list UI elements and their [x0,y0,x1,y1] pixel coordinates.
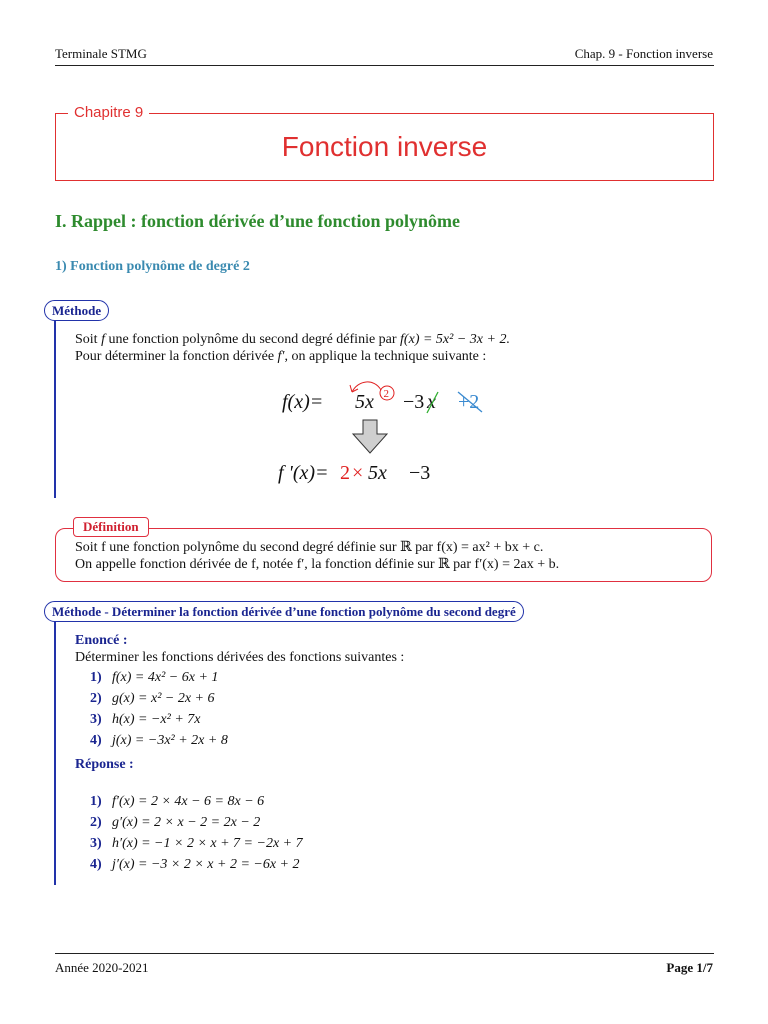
methode2-label: Méthode - Déterminer la fonction dérivée d’une fonction polynôme du second degré [44,601,524,622]
diagram-deriv-const: −3 [409,462,431,484]
question-item: 1) f(x) = 4x² − 6x + 1 [90,670,219,685]
down-arrow [353,420,387,453]
footer-rule [55,953,714,954]
header-rule [55,65,714,66]
definition-label: Définition [73,517,149,537]
methode-label: Méthode [44,300,109,321]
header-left: Terminale STMG [55,46,147,61]
footer-left: Année 2020-2021 [55,960,149,975]
diagram-term-1: 5x [355,391,374,413]
subsection-title: 1) Fonction polynôme de degré 2 [55,259,250,274]
chapter-title: Fonction inverse [281,131,488,162]
enonce-text: Déterminer les fonctions dérivées des fonctions suivantes : [75,650,405,665]
methode-bar [54,316,56,498]
answer-item: 4) j′(x) = −3 × 2 × x + 2 = −6x + 2 [90,857,300,872]
chapter-label: Chapitre 9 [68,104,149,121]
diagram-deriv-factor: 2 [340,462,350,484]
section-title: I. Rappel : fonction dérivée d’une fonction polynôme [55,211,460,231]
answer-item: 1) f′(x) = 2 × 4x − 6 = 8x − 6 [90,794,265,809]
diagram-deriv-times: × [352,462,364,484]
diagram-exponent: 2 [383,388,389,400]
answer-item: 2) g′(x) = 2 × x − 2 = 2x − 2 [90,815,261,830]
footer-page-number: Page 1/7 [666,960,713,975]
diagram-term-3: +2 [458,391,480,413]
header-right: Chap. 9 - Fonction inverse [574,46,713,61]
diagram-fx: f(x)= [282,391,324,413]
answer-item: 3) h′(x) = −1 × 2 × x + 7 = −2x + 7 [90,836,303,851]
diagram-fpx: f '(x)= [278,462,329,484]
diagram-term-2-x: x [427,391,436,413]
reponse-label: Réponse : [75,757,134,772]
question-item: 3) h(x) = −x² + 7x [90,712,201,727]
derivation-diagram [260,370,520,490]
definition-line-1: Soit f une fonction polynôme du second degré définie sur ℝ par f(x) = ax² + bx + c. [75,540,544,555]
diagram-term-2: −3 [403,391,425,413]
diagram-deriv-term: 5x [368,462,387,484]
methode2-bar [54,617,56,885]
answer-list [90,793,303,877]
methode-line-1: Soit f une fonction polynôme du second degré définie par f(x) = 5x² − 3x + 2. [75,332,510,347]
question-item: 2) g(x) = x² − 2x + 6 [90,691,215,706]
question-item: 4) j(x) = −3x² + 2x + 8 [90,733,228,748]
methode-line-2: Pour déterminer la fonction dérivée f′, on applique la technique suivante : [75,349,487,364]
question-list [90,669,228,753]
definition-line-2: On appelle fonction dérivée de f, notée f′, la fonction définie sur ℝ par f′(x) = 2ax + b. [75,557,560,572]
enonce-label: Enoncé : [75,633,128,648]
